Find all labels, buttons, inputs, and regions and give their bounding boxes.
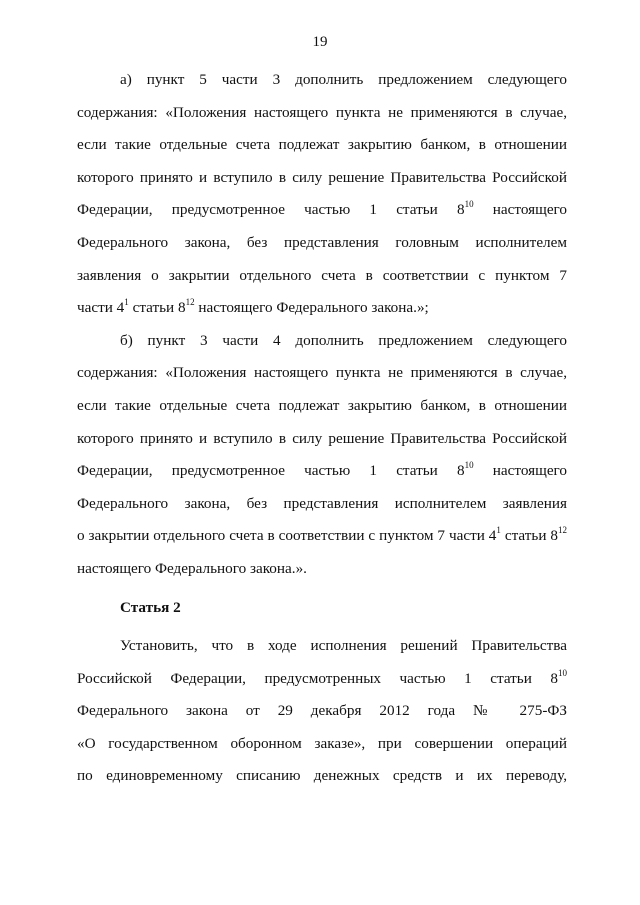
text-line — [77, 455, 567, 488]
text-line: б) пункт 3 части 4 дополнить предложением следующего — [120, 331, 567, 349]
text-line: которого принято и вступило в силу решение Правительства Российской — [77, 168, 567, 186]
article-heading: Статья 2 — [120, 598, 181, 616]
text-line — [77, 292, 567, 325]
superscript: 10 — [464, 199, 474, 210]
text-fragment: Российской Федерации, предусмотренных частью 1 статьи 8 — [77, 669, 558, 687]
text-line: если такие отдельные счета подлежат закрытию банком, в отношении — [77, 136, 567, 154]
text-fragment: настоящего — [473, 201, 568, 219]
text-fragment: Федерации, предусмотренное частью 1 статьи 8 — [77, 462, 465, 480]
superscript: 10 — [464, 460, 474, 471]
superscript: 1 — [124, 297, 129, 308]
text-line — [77, 663, 567, 696]
text-line: Федерального закона от 29 декабря 2012 года № 275-ФЗ — [77, 702, 567, 720]
text-line: «О государственном оборонном заказе», при совершении операций — [77, 734, 567, 752]
text-fragment: статьи 8 — [128, 299, 186, 317]
superscript: 12 — [185, 297, 195, 308]
text-line — [77, 520, 567, 553]
superscript: 12 — [558, 525, 567, 536]
text-line: Федерального закона, без представления исполнителем заявления — [77, 494, 567, 512]
text-line: настоящего Федерального закона.». — [77, 559, 307, 577]
paragraph-a — [77, 64, 567, 325]
document-body — [77, 64, 567, 793]
text-fragment: статьи 8 — [500, 527, 558, 545]
superscript: 1 — [496, 525, 501, 536]
text-line: Федерального закона, без представления головным исполнителем — [77, 233, 567, 251]
text-line: содержания: «Положения настоящего пункта не применяются в случае, — [77, 364, 567, 382]
page-number: 19 — [312, 34, 328, 50]
text-fragment: настоящего — [473, 462, 568, 480]
text-line: если такие отдельные счета подлежат закрытию банком, в отношении — [77, 396, 567, 414]
text-fragment: о закрытии отдельного счета в соответствии с пунктом 7 части 4 — [77, 527, 497, 545]
text-line: по единовременному списанию денежных средств и их переводу, — [77, 767, 567, 785]
article-2-paragraph — [77, 630, 567, 793]
text-line: содержания: «Положения настоящего пункта не применяются в случае, — [77, 103, 567, 121]
text-line: заявления о закрытии отдельного счета в соответствии с пунктом 7 — [77, 266, 567, 284]
text-line: которого принято и вступило в силу решение Правительства Российской — [77, 429, 567, 447]
text-fragment: части 4 — [77, 299, 125, 317]
superscript: 10 — [558, 667, 567, 678]
text-fragment: настоящего Федерального закона.»; — [194, 299, 429, 317]
text-line: Установить, что в ходе исполнения решений Правительства — [120, 637, 567, 655]
text-line: а) пункт 5 части 3 дополнить предложением следующего — [120, 71, 567, 88]
paragraph-b — [77, 325, 567, 586]
text-fragment: Федерации, предусмотренное частью 1 статьи 8 — [77, 201, 465, 219]
text-line — [77, 194, 567, 227]
